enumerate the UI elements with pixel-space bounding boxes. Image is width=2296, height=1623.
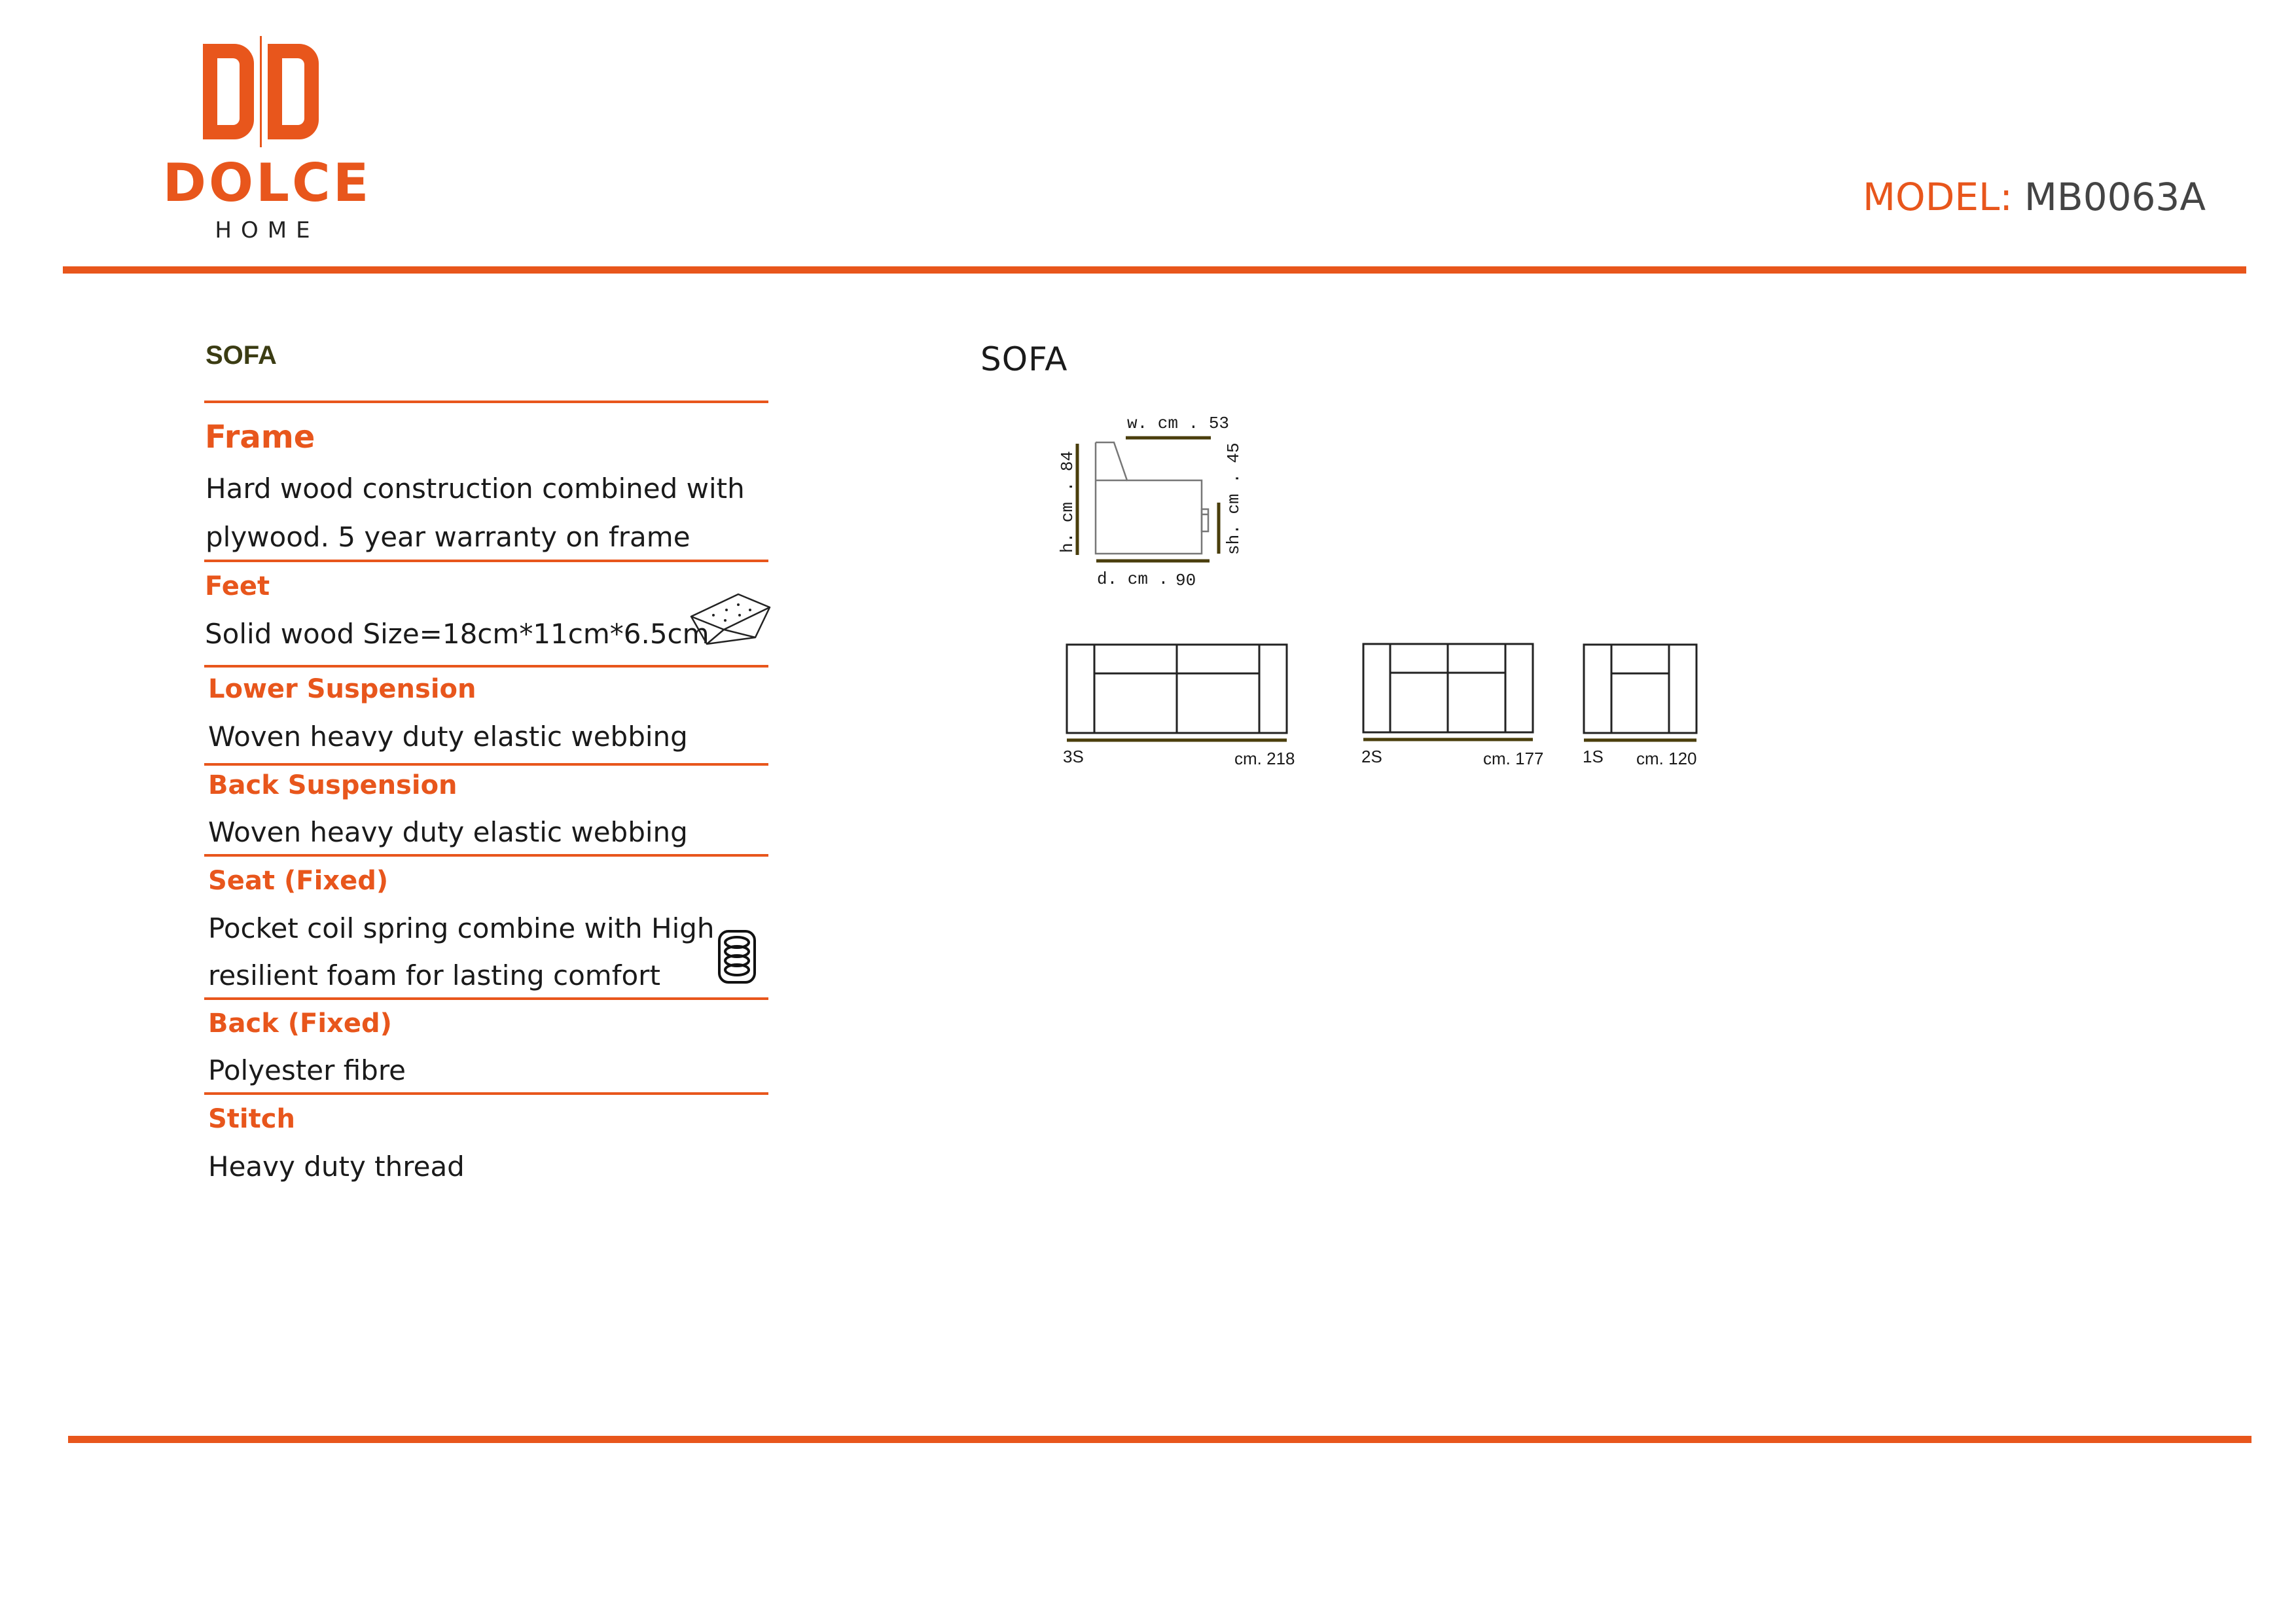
section-text: Hard wood construction combined with (206, 473, 745, 505)
model-size: cm. 177 (1483, 749, 1544, 768)
section-divider (204, 560, 768, 562)
depth-value: 90 (1175, 571, 1196, 590)
section-text: Polyester fibre (208, 1054, 406, 1086)
model-size: cm. 120 (1636, 749, 1697, 768)
section-title-stitch: Stitch (208, 1104, 295, 1134)
brand-name: DOLCE (162, 152, 372, 213)
side-view (1058, 414, 1244, 590)
plan-2s (1363, 644, 1533, 732)
plan-3s (1067, 645, 1287, 733)
height-label: h. cm . 84 (1058, 450, 1077, 553)
model-value: MB0063A (2024, 175, 2206, 219)
coil-spring-icon (717, 929, 757, 984)
model-code: 1S (1583, 747, 1604, 766)
wooden-foot-icon (687, 589, 772, 654)
model-label: MODEL: (1863, 175, 2013, 219)
section-text: Pocket coil spring combine with High (208, 912, 715, 944)
section-text: resilient foam for lasting comfort (208, 959, 660, 991)
section-divider (204, 997, 768, 1000)
seat-height-label: sh. cm . 45 (1224, 442, 1244, 555)
model-number (1863, 175, 2206, 219)
model-size: cm. 218 (1234, 749, 1295, 768)
sofa-dimension-diagram (1034, 399, 1728, 792)
model-code: 3S (1063, 747, 1084, 766)
section-text: Solid wood Size=18cm*11cm*6.5cm (205, 618, 709, 650)
section-text: Woven heavy duty elastic webbing (208, 816, 688, 848)
brand-subtitle: HOME (215, 217, 319, 243)
section-title-back: Back (Fixed) (208, 1008, 392, 1039)
depth-label: d. cm . (1097, 569, 1169, 589)
section-title-back-suspension: Back Suspension (208, 770, 457, 800)
section-divider (204, 1092, 768, 1095)
section-divider (204, 763, 768, 766)
diagram-title: SOFA (980, 340, 1068, 378)
header-divider (63, 266, 2246, 274)
footer-divider (68, 1436, 2251, 1443)
section-title-feet: Feet (205, 571, 270, 601)
section-title-frame: Frame (205, 419, 315, 455)
model-code: 2S (1361, 747, 1382, 766)
section-text: Heavy duty thread (208, 1150, 465, 1183)
section-divider (204, 665, 768, 668)
width-label: w. cm . 53 (1127, 414, 1230, 433)
section-text: Woven heavy duty elastic webbing (208, 721, 688, 753)
section-divider (204, 401, 768, 403)
section-title-lower-suspension: Lower Suspension (208, 674, 476, 704)
dd-monogram-icon (203, 36, 327, 147)
plan-1s (1584, 645, 1696, 733)
section-text: plywood. 5 year warranty on frame (206, 521, 691, 553)
section-divider (204, 854, 768, 857)
section-title-seat: Seat (Fixed) (208, 866, 389, 896)
spec-title: SOFA (206, 341, 277, 370)
